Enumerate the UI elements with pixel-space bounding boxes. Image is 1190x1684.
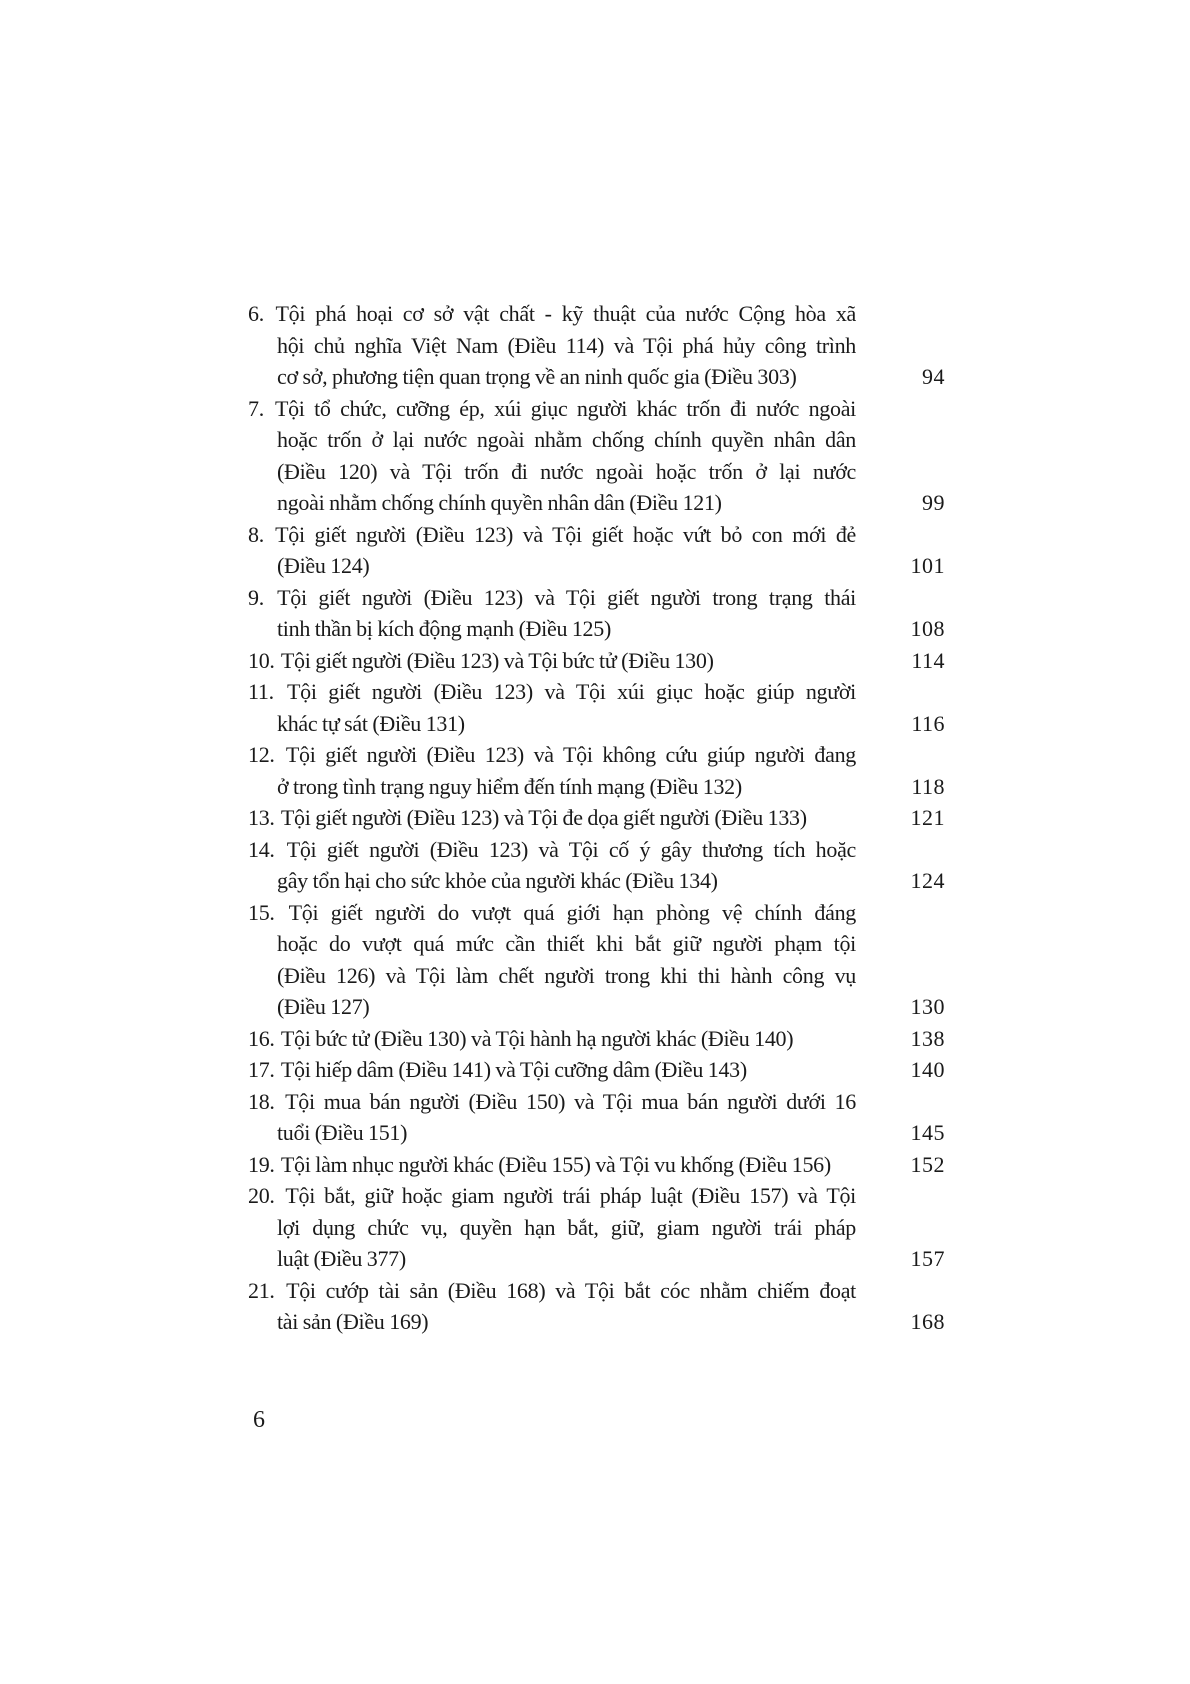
toc-entry-number: 11. <box>248 679 274 704</box>
toc-entry-text <box>248 645 856 677</box>
toc-entry-line: tinh thần bị kích động mạnh (Điều 125) <box>277 616 611 641</box>
toc-entry-text <box>248 1054 856 1086</box>
toc-entry-number: 9. <box>248 584 264 610</box>
toc-entry-line: ngoài nhằm chống chính quyền nhân dân (Điều 121) <box>277 490 722 515</box>
toc-entry-line: tuổi (Điều 151) <box>277 1120 408 1145</box>
toc-entry-line: hoặc do vượt quá mức cần thiết khi bắt giữ người phạm tội <box>277 931 856 956</box>
toc-entry-text <box>248 393 856 519</box>
toc-entry <box>248 1023 945 1055</box>
toc-entry-page-number: 121 <box>910 805 945 830</box>
toc-entry-page-number: 124 <box>910 868 945 893</box>
toc-entry-line: 18. Tội mua bán người (Điều 150) và Tội mua bán người dưới 16 <box>248 1088 856 1114</box>
toc-entry <box>248 1054 945 1086</box>
toc-entry <box>248 834 945 897</box>
toc-entry-number: 16. <box>248 1025 275 1051</box>
toc-entry <box>248 645 945 677</box>
toc-entry-line: (Điều 124) <box>277 553 370 578</box>
toc-entry-text <box>248 802 856 834</box>
toc-entry-number: 12. <box>248 742 275 767</box>
toc-entry-line: 21. Tội cướp tài sản (Điều 168) và Tội bắt cóc nhằm chiếm đoạt <box>248 1277 856 1303</box>
toc-entry-text <box>248 298 856 393</box>
toc-entry-text <box>248 834 856 897</box>
toc-entry-page-number: 168 <box>910 1309 945 1334</box>
toc-entry-line: (Điều 127) <box>277 994 370 1019</box>
toc-entry-page-number: 108 <box>910 616 945 641</box>
toc-entry-line: gây tổn hại cho sức khỏe của người khác (Điều 134) <box>277 868 718 893</box>
toc-entry-line: 9. Tội giết người (Điều 123) và Tội giết người trong trạng thái <box>248 584 856 610</box>
toc-entry-text <box>248 1180 856 1275</box>
toc-entry-text <box>248 739 856 802</box>
toc-entry-line: 7. Tội tổ chức, cưỡng ép, xúi giục người khác trốn đi nước ngoài <box>248 395 856 421</box>
toc-entry-number: 7. <box>248 395 264 421</box>
toc-entry-line: 10. Tội giết người (Điều 123) và Tội bức tử (Điều 130) <box>248 647 714 673</box>
toc-entry-number: 13. <box>248 805 275 830</box>
toc-entry-page-number: 145 <box>910 1120 945 1145</box>
toc-entry-line: lợi dụng chức vụ, quyền hạn bắt, giữ, giam người trái pháp <box>277 1214 856 1240</box>
toc-entry-text <box>248 582 856 645</box>
toc-entry-line: 8. Tội giết người (Điều 123) và Tội giết hoặc vứt bỏ con mới đẻ <box>248 521 856 547</box>
toc-entry-page-number: 157 <box>910 1246 945 1271</box>
toc-entry <box>248 739 945 802</box>
toc-entry-page-number: 152 <box>910 1151 945 1177</box>
toc-entry-text <box>248 1086 856 1149</box>
toc-entry-number: 17. <box>248 1057 275 1082</box>
toc-entry-number: 10. <box>248 647 275 673</box>
toc-entry <box>248 1149 945 1181</box>
toc-entry-number: 8. <box>248 521 264 547</box>
toc-entry <box>248 676 945 739</box>
toc-entry-line: 19. Tội làm nhục người khác (Điều 155) và Tội vu khống (Điều 156) <box>248 1151 831 1177</box>
toc-entry-page-number: 114 <box>911 647 945 673</box>
toc-entry <box>248 897 945 1023</box>
toc-entry-number: 19. <box>248 1151 275 1177</box>
toc-entry-page-number: 130 <box>910 994 945 1019</box>
toc-entry-text <box>248 1023 856 1055</box>
toc-entry-line: 14. Tội giết người (Điều 123) và Tội cố ý gây thương tích hoặc <box>248 836 856 862</box>
toc-entry <box>248 393 945 519</box>
toc-entry-line: 13. Tội giết người (Điều 123) và Tội đe dọa giết người (Điều 133) <box>248 805 807 830</box>
toc-entry-text <box>248 897 856 1023</box>
toc-entry <box>248 1086 945 1149</box>
toc-entry-line: 20. Tội bắt, giữ hoặc giam người trái pháp luật (Điều 157) và Tội <box>248 1183 856 1208</box>
toc-entry-page-number: 116 <box>911 710 945 736</box>
toc-entry <box>248 802 945 834</box>
toc-entry-line: 6. Tội phá hoại cơ sở vật chất - kỹ thuật của nước Cộng hòa xã <box>248 301 856 326</box>
toc-entry-number: 21. <box>248 1277 275 1303</box>
toc-entry-line: luật (Điều 377) <box>277 1246 406 1271</box>
toc-entry <box>248 1275 945 1338</box>
toc-entry-number: 15. <box>248 899 275 925</box>
toc-entry-line: hội chủ nghĩa Việt Nam (Điều 114) và Tội phá hủy công trình <box>277 332 856 358</box>
toc-entry-page-number: 101 <box>910 553 945 578</box>
toc-entry-line: cơ sở, phương tiện quan trọng về an ninh quốc gia (Điều 303) <box>277 364 797 389</box>
toc-entry-line: khác tự sát (Điều 131) <box>277 710 465 736</box>
toc-entry-number: 6. <box>248 301 264 326</box>
toc-entry-line: 15. Tội giết người do vượt quá giới hạn phòng vệ chính đáng <box>248 899 856 925</box>
toc-entry-text <box>248 1149 856 1181</box>
toc-entry <box>248 1180 945 1275</box>
toc-entry-line: (Điều 120) và Tội trốn đi nước ngoài hoặc trốn ở lại nước <box>277 458 856 484</box>
toc-entry-page-number: 99 <box>922 490 945 515</box>
toc-entry <box>248 519 945 582</box>
toc-entry-line: (Điều 126) và Tội làm chết người trong khi thi hành công vụ <box>277 962 856 988</box>
toc-entry-line: hoặc trốn ở lại nước ngoài nhằm chống chính quyền nhân dân <box>277 427 856 452</box>
table-of-contents <box>248 298 945 1338</box>
toc-entry-number: 18. <box>248 1088 275 1114</box>
toc-entry-number: 14. <box>248 836 275 862</box>
toc-entry-line: 11. Tội giết người (Điều 123) và Tội xúi giục hoặc giúp người <box>248 679 856 704</box>
toc-entry-line: ở trong tình trạng nguy hiểm đến tính mạng (Điều 132) <box>277 773 742 799</box>
page-number: 6 <box>253 1407 265 1433</box>
toc-entry-page-number: 94 <box>922 364 945 389</box>
toc-entry-line: 16. Tội bức tử (Điều 130) và Tội hành hạ người khác (Điều 140) <box>248 1025 794 1051</box>
toc-entry-line: 17. Tội hiếp dâm (Điều 141) và Tội cưỡng dâm (Điều 143) <box>248 1057 747 1082</box>
toc-entry <box>248 582 945 645</box>
toc-entry-text <box>248 676 856 739</box>
toc-entry-line: tài sản (Điều 169) <box>277 1309 429 1334</box>
toc-entry-line: 12. Tội giết người (Điều 123) và Tội không cứu giúp người đang <box>248 742 856 767</box>
toc-entry-page-number: 140 <box>910 1057 945 1082</box>
toc-entry-number: 20. <box>248 1183 275 1208</box>
toc-entry-text <box>248 1275 856 1338</box>
toc-entry-text <box>248 519 856 582</box>
toc-entry-page-number: 118 <box>911 773 945 799</box>
toc-entry <box>248 298 945 393</box>
toc-entry-page-number: 138 <box>910 1025 945 1051</box>
